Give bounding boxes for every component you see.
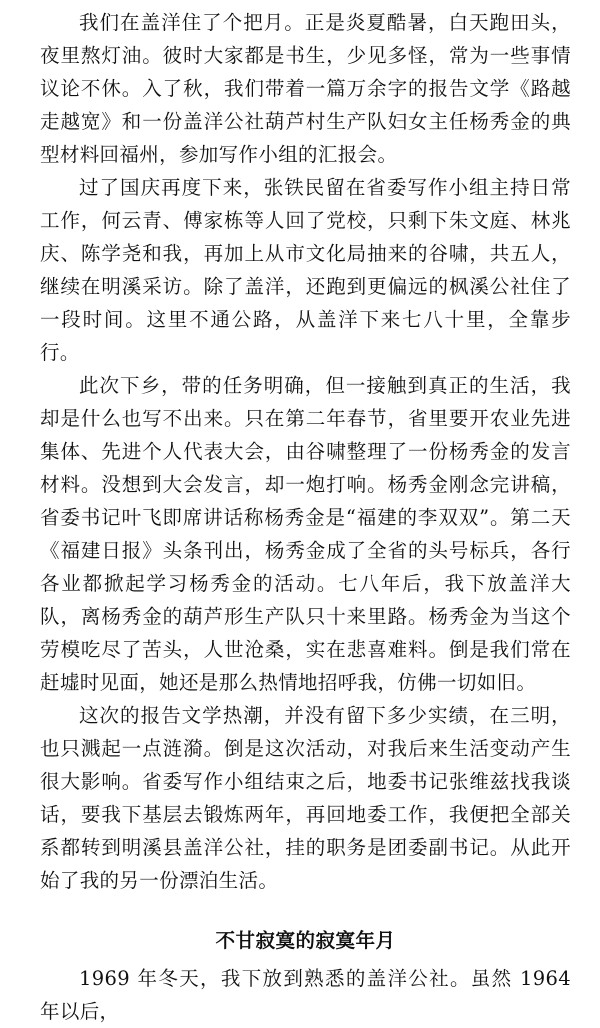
paragraph-3: 此次下乡，带的任务明确，但一接触到真正的生活，我却是什么也写不出来。只在第二年春节，省里要开农业先进集体、先进个人代表大会，由谷啸整理了一份杨秀金的发言材料。没想到大会发言，却一炮打响。杨秀金刚念完讲稿，省委书记叶飞即席讲话称杨秀金是“福建的李双双”。第二天《福建日报》头条刊出，杨秀金成了全省的头号标兵，各行各业都掀起学习杨秀金的活动。七八年后，我下放盖洋大队，离杨秀金的葫芦形生产队只十来里路。杨秀金为当这个劳模吃尽了苦头，人世沧桑，实在悲喜难料。倒是我们常在赶墟时见面，她还是那么热情地招呼我，仿佛一切如旧。	[40, 374, 571, 694]
section-heading: 不甘寂寞的寂寞年月	[215, 929, 396, 952]
paragraph-4: 这次的报告文学热潮，并没有留下多少实绩，在三明，也只溅起一点涟漪。倒是这次活动，对我后来生活变动产生很大影响。省委写作小组结束之后，地委书记张维兹找我谈话，要我下基层去锻炼两年，再回地委工作，我便把全部关系都转到明溪县盖洋公社，挂的职务是团委副书记。从此开始了我的另一份漂泊生活。	[40, 704, 571, 892]
paragraph-1: 我们在盖洋住了个把月。正是炎夏酷暑，白天跑田头，夜里熬灯油。彼时大家都是书生，少见多怪，常为一些事情议论不休。入了秋，我们带着一篇万余字的报告文学《路越走越宽》和一份盖洋公社葫芦村生产队妇女主任杨秀金的典型材料回福州，参加写作小组的汇报会。	[40, 11, 571, 166]
paragraph-5: 1969 年冬天，我下放到熟悉的盖洋公社。虽然 1964 年以后，	[40, 967, 571, 1023]
document-page	[40, 6, 571, 1028]
paragraph-2: 过了国庆再度下来，张铁民留在省委写作小组主持日常工作，何云青、傅家栋等人回了党校，只剩下朱文庭、林兆庆、陈学尧和我，再加上从市文化局抽来的谷啸，共五人，继续在明溪采访。除了盖洋，还跑到更偏远的枫溪公社住了一段时间。这里不通公路，从盖洋下来七八十里，全靠步行。	[40, 176, 571, 364]
